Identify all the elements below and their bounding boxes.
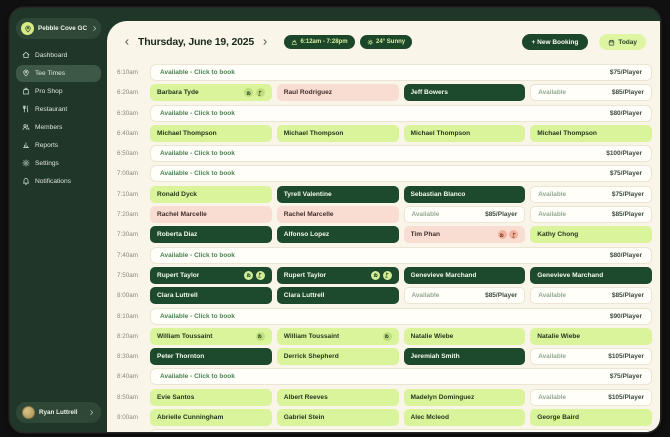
available-slot[interactable]: [404, 287, 526, 304]
player-name: Clara Luttrell: [157, 292, 198, 300]
tee-time-label: 6:20am: [117, 89, 139, 97]
header: [107, 21, 660, 51]
booking-chip[interactable]: [150, 348, 272, 365]
tee-time-row: [117, 267, 652, 284]
utensils-icon: [22, 105, 30, 113]
player-name: Clara Luttrell: [283, 292, 325, 300]
available-label: Available - Click to book: [160, 69, 235, 76]
booking-badges: [256, 332, 265, 341]
tee-time-row-content: [150, 389, 652, 406]
player-name: William Toussaint: [283, 332, 340, 340]
tee-time-row-content: [150, 328, 652, 345]
bag-icon: [22, 87, 30, 95]
users-icon: [22, 123, 30, 131]
new-booking-button[interactable]: [522, 34, 589, 50]
tee-time-row: [117, 84, 652, 101]
booking-chip[interactable]: [404, 125, 526, 142]
player-name: Sebastian Blanco: [410, 190, 466, 198]
booking-chip[interactable]: [404, 328, 526, 345]
club-logo-row[interactable]: [16, 18, 101, 39]
booking-chip[interactable]: [150, 226, 272, 243]
tee-time-row-content: [150, 226, 652, 243]
tee-time-row: [117, 409, 652, 426]
price-label: $100/Player: [606, 150, 642, 158]
available-slot[interactable]: [530, 186, 652, 203]
sidebar-item-label: Settings: [35, 159, 59, 167]
booking-chip[interactable]: [404, 186, 526, 203]
sidebar-item-label: Notifications: [35, 177, 71, 185]
price-label: $80/Player: [609, 251, 642, 259]
tee-time-row-content: [150, 287, 652, 304]
sidebar-item-notifications[interactable]: [16, 173, 101, 190]
tee-time-label: 7:50am: [117, 271, 139, 279]
open-slot-row[interactable]: [150, 429, 652, 432]
tee-time-row-content: [150, 368, 652, 385]
booking-chip[interactable]: [530, 409, 652, 426]
tee-time-label: 6:50am: [117, 150, 139, 158]
price-label: $85/Player: [485, 292, 518, 300]
available-slot[interactable]: [530, 389, 652, 406]
tee-time-row-content: [150, 267, 652, 284]
tee-time-row: [117, 368, 652, 385]
tee-time-row: [117, 328, 652, 345]
home-icon: [22, 51, 30, 59]
player-name: Ronald Dyck: [157, 190, 197, 198]
sidebar-item-label: Pro Shop: [35, 87, 63, 95]
available-label: Available: [538, 89, 567, 97]
price-label: $75/Player: [609, 69, 642, 76]
player-name: Roberta Diaz: [157, 231, 198, 239]
tee-time-row: [117, 389, 652, 406]
booking-chip[interactable]: [277, 328, 399, 345]
booking-chip[interactable]: [530, 328, 652, 345]
player-name: Raul Rodriguez: [283, 89, 333, 97]
slot-group: [150, 409, 652, 426]
open-slot-row[interactable]: [150, 165, 652, 182]
sidebar-item-label: Tee Times: [35, 69, 66, 77]
booking-chip[interactable]: [277, 267, 399, 284]
player-name: Madelyn Dominguez: [410, 393, 475, 401]
booking-chip[interactable]: [150, 84, 272, 101]
sidebar-item-restaurant[interactable]: [16, 101, 101, 118]
club-name: Pebble Cove GC: [38, 25, 87, 32]
chevron-right-icon: [91, 25, 98, 32]
booking-badges: [383, 332, 392, 341]
booking-badges: [371, 271, 392, 280]
weather-badge-label: 24° Sunny: [376, 39, 406, 45]
today-label: Today: [618, 38, 637, 46]
tee-time-label: 6:40am: [117, 129, 139, 137]
available-slot[interactable]: [530, 84, 652, 101]
player-name: Abrielle Cunningham: [157, 414, 224, 422]
club-icon: [256, 88, 265, 97]
tee-time-row-content: [150, 125, 652, 142]
player-name: George Baird: [537, 414, 580, 422]
sidebar-item-label: Dashboard: [35, 51, 68, 59]
tee-time-label: 8:10am: [117, 312, 139, 320]
available-label: Available: [538, 190, 567, 198]
available-label: Available: [538, 393, 567, 401]
player-name: Michael Thompson: [537, 129, 597, 137]
player-name: Jeremiah Smith: [410, 353, 460, 361]
price-label: $85/Player: [611, 89, 644, 97]
prev-day-button[interactable]: [123, 38, 131, 46]
tee-time-row: [117, 226, 652, 243]
club-icon: [509, 230, 518, 239]
booking-badges: [244, 88, 265, 97]
booking-chip[interactable]: [404, 84, 526, 101]
price-label: $85/Player: [611, 211, 644, 219]
tee-time-row: [117, 186, 652, 203]
cart-icon: [244, 271, 253, 280]
player-name: Alec Mcleod: [410, 414, 449, 422]
booking-chip[interactable]: [277, 226, 399, 243]
player-name: Genevieve Marchand: [410, 271, 477, 279]
tee-time-label: 9:00am: [117, 414, 139, 422]
tee-time-row-content: [150, 409, 652, 426]
slot-group: [150, 226, 652, 243]
slot-group: [150, 206, 652, 223]
tee-time-label: 6:10am: [117, 69, 139, 76]
tee-time-row: [117, 247, 652, 264]
tee-time-row-content: [150, 84, 652, 101]
tee-time-label: 7:10am: [117, 190, 139, 198]
available-slot[interactable]: [404, 206, 526, 223]
booking-chip[interactable]: [277, 348, 399, 365]
player-name: Barbara Tyde: [157, 89, 199, 97]
club-icon: [256, 271, 265, 280]
open-slot-row[interactable]: [150, 247, 652, 264]
tee-time-row-content: [150, 105, 652, 122]
booking-chip[interactable]: [404, 409, 526, 426]
tee-time-row-content: [150, 348, 652, 365]
tee-time-row: [117, 64, 652, 81]
price-label: $75/Player: [609, 373, 642, 381]
booking-badges: [244, 271, 265, 280]
pin-icon: [22, 69, 30, 77]
sidebar-item-reports[interactable]: [16, 137, 101, 154]
player-name: Rachel Marcelle: [157, 211, 207, 219]
player-name: Michael Thompson: [410, 129, 471, 137]
booking-chip[interactable]: [277, 206, 399, 223]
available-label: Available: [538, 292, 567, 300]
player-name: Rachel Marcelle: [283, 211, 334, 219]
tee-time-row-content: [150, 429, 652, 432]
available-label: Available - Click to book: [160, 251, 235, 259]
sun-icon: [367, 39, 374, 46]
player-name: Tyrell Valentine: [283, 190, 332, 198]
bell-icon: [22, 177, 30, 185]
tee-time-row-content: [150, 186, 652, 203]
sidebar-item-tee-times[interactable]: [16, 65, 101, 82]
tee-time-label: 7:40am: [117, 251, 139, 259]
calendar-icon: [608, 39, 615, 46]
slot-group: [150, 267, 652, 284]
player-name: Gabriel Stein: [283, 414, 325, 422]
sidebar-item-pro-shop[interactable]: [16, 83, 101, 100]
tee-time-row-content: [150, 145, 652, 162]
app-window: [10, 8, 660, 432]
player-name: Rupert Taylor: [283, 271, 327, 279]
price-label: $90/Player: [609, 312, 642, 320]
tee-time-row-content: [150, 64, 652, 81]
slot-group: [150, 389, 652, 406]
slot-group: [150, 348, 652, 365]
booking-chip[interactable]: [150, 206, 272, 223]
player-name: Natalie Wiebe: [410, 332, 454, 340]
price-label: $75/Player: [611, 190, 644, 198]
available-label: Available: [538, 211, 567, 219]
available-label: Available - Click to book: [160, 150, 235, 158]
tee-time-label: 7:20am: [117, 211, 139, 219]
available-label: Available: [411, 292, 440, 300]
new-booking-label: + New Booking: [531, 38, 579, 46]
date-title: Thursday, June 19, 2025: [138, 36, 255, 48]
available-slot[interactable]: [530, 348, 652, 365]
booking-chip[interactable]: [277, 125, 399, 142]
sidebar-item-settings[interactable]: [16, 155, 101, 172]
sidebar-nav: [16, 47, 101, 190]
sidebar-item-label: Reports: [35, 141, 59, 149]
player-name: Natalie Wiebe: [537, 332, 581, 340]
booking-chip[interactable]: [404, 267, 526, 284]
available-label: Available - Click to book: [160, 312, 235, 320]
weather-badge: [360, 35, 413, 49]
club-icon: [383, 271, 392, 280]
booking-chip[interactable]: [150, 287, 272, 304]
tee-time-row-content: [150, 308, 652, 325]
booking-chip[interactable]: [530, 226, 652, 243]
player-name: William Toussaint: [157, 332, 213, 340]
tee-time-label: 8:50am: [117, 393, 139, 401]
avatar: [22, 406, 35, 419]
booking-chip[interactable]: [404, 389, 526, 406]
available-label: Available - Click to book: [160, 109, 235, 117]
price-label: $80/Player: [609, 109, 642, 117]
daylight-badge: [284, 35, 355, 49]
available-label: Available - Click to book: [160, 170, 235, 178]
player-name: Albert Reeves: [283, 393, 328, 401]
booking-chip[interactable]: [404, 226, 526, 243]
today-button[interactable]: [599, 34, 646, 50]
booking-chip[interactable]: [150, 125, 272, 142]
cart-icon: [256, 332, 265, 341]
price-label: $85/Player: [611, 292, 644, 300]
booking-chip[interactable]: [277, 287, 399, 304]
booking-chip[interactable]: [277, 409, 399, 426]
available-label: Available: [538, 353, 567, 361]
chevron-right-icon: [88, 409, 95, 416]
open-slot-row[interactable]: [150, 64, 652, 81]
open-slot-row[interactable]: [150, 145, 652, 162]
player-name: Alfonso Lopez: [283, 231, 330, 239]
next-day-button[interactable]: [261, 38, 269, 46]
tee-time-label: 8:40am: [117, 373, 139, 381]
tee-time-row: [117, 125, 652, 142]
cart-icon: [371, 271, 380, 280]
tee-time-row: [117, 145, 652, 162]
sidebar-item-label: Restaurant: [35, 105, 68, 113]
sidebar: [10, 8, 107, 432]
player-name: Derrick Shepherd: [283, 353, 339, 361]
available-slot[interactable]: [530, 206, 652, 223]
player-name: Rupert Taylor: [157, 271, 200, 279]
tee-time-row: [117, 429, 652, 432]
player-name: Kathy Chong: [537, 231, 579, 239]
booking-chip[interactable]: [530, 125, 652, 142]
price-label: $85/Player: [485, 211, 518, 219]
booking-chip[interactable]: [277, 84, 399, 101]
tee-time-label: 7:00am: [117, 170, 139, 178]
booking-chip[interactable]: [530, 267, 652, 284]
user-name: Ryan Luttrell: [39, 409, 78, 416]
tee-time-row: [117, 206, 652, 223]
tee-time-row: [117, 348, 652, 365]
slot-group: [150, 125, 652, 142]
booking-chip[interactable]: [277, 389, 399, 406]
tee-time-row-content: [150, 247, 652, 264]
tee-time-row: [117, 165, 652, 182]
tee-time-row-content: [150, 206, 652, 223]
available-label: Available - Click to book: [160, 373, 235, 381]
player-name: Michael Thompson: [283, 129, 344, 137]
booking-chip[interactable]: [150, 328, 272, 345]
tee-time-row: [117, 105, 652, 122]
booking-chip[interactable]: [150, 186, 272, 203]
tee-time-label: 8:30am: [117, 353, 139, 361]
cart-icon: [383, 332, 392, 341]
user-profile-row[interactable]: [16, 402, 101, 423]
slot-group: [150, 328, 652, 345]
player-name: Tim Phan: [410, 231, 441, 239]
price-label: $105/Player: [608, 353, 644, 361]
sidebar-item-label: Members: [35, 123, 63, 131]
cart-icon: [244, 88, 253, 97]
price-label: $75/Player: [609, 170, 642, 178]
booking-chip[interactable]: [150, 389, 272, 406]
tee-time-label: 8:00am: [117, 292, 139, 300]
player-name: Evie Santos: [157, 393, 195, 401]
player-name: Peter Thornton: [157, 353, 205, 361]
booking-chip[interactable]: [404, 348, 526, 365]
booking-chip[interactable]: [150, 267, 272, 284]
chart-icon: [22, 141, 30, 149]
tee-time-row: [117, 308, 652, 325]
booking-chip[interactable]: [150, 409, 272, 426]
booking-badges: [498, 230, 519, 239]
open-slot-row[interactable]: [150, 308, 652, 325]
sidebar-item-dashboard[interactable]: [16, 47, 101, 64]
sunrise-icon: [291, 39, 298, 46]
player-name: Michael Thompson: [157, 129, 217, 137]
open-slot-row[interactable]: [150, 368, 652, 385]
player-name: Jeff Bowers: [410, 89, 448, 97]
club-logo-icon: [21, 22, 34, 35]
sidebar-item-members[interactable]: [16, 119, 101, 136]
slot-group: [150, 186, 652, 203]
tee-time-row-content: [150, 165, 652, 182]
tee-time-label: 6:30am: [117, 109, 139, 117]
tee-time-row: [117, 287, 652, 304]
player-name: Genevieve Marchand: [537, 271, 604, 279]
gear-icon: [22, 159, 30, 167]
tee-sheet-grid: [117, 64, 652, 432]
tee-time-label: 8:20am: [117, 332, 139, 340]
daylight-badge-label: 6:12am - 7:28pm: [300, 39, 348, 45]
open-slot-row[interactable]: [150, 105, 652, 122]
tee-time-label: 7:30am: [117, 231, 139, 239]
available-slot[interactable]: [530, 287, 652, 304]
price-label: $105/Player: [608, 393, 644, 401]
main-panel: [107, 21, 660, 432]
available-label: Available: [411, 211, 440, 219]
slot-group: [150, 84, 652, 101]
booking-chip[interactable]: [277, 186, 399, 203]
slot-group: [150, 287, 652, 304]
cart-icon: [498, 230, 507, 239]
